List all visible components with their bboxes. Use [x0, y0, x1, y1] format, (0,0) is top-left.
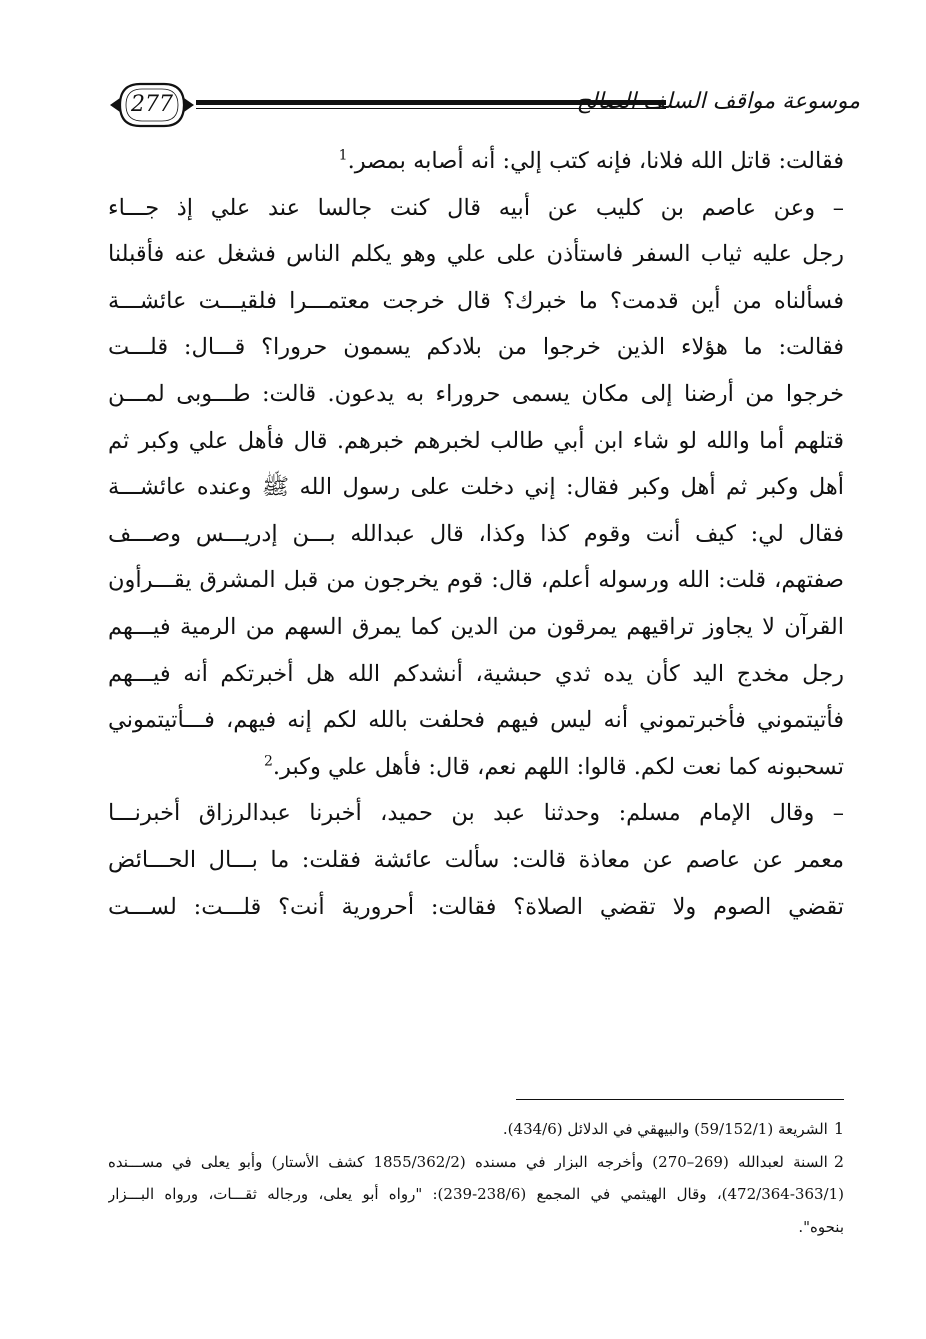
body-line: القرآن لا يجاوز تراقيهم يمرقون من الدين كما يمرق السهم من الرمية فيـــهم — [108, 613, 844, 640]
body-line: فأتيتموني فأخبرتموني أنه ليس فيهم فحلفت بالله لكم إنه فيهم، فـــأتيتموني — [108, 707, 844, 734]
page-header — [100, 72, 860, 142]
footnote-ref: 2 — [263, 753, 273, 770]
body-line: رجل عليه ثياب السفر فاستأذن على علي وهو يكلم الناس فشغل عنه فأقبلنا — [108, 241, 844, 268]
body-line: فسألناه من أين قدمت؟ ما خبرك؟ قال خرجت معتمـــرا فلقيـــت عائشـــة — [108, 287, 844, 314]
body-line: فقال لي: كيف أنت وقوم كذا وكذا، قال عبدالله بـــن إدريـــس وصـــف — [108, 520, 844, 547]
footnote-continuation: بنحوه". — [798, 1218, 844, 1236]
page-number-badge — [106, 78, 198, 132]
footnote-continuation: (472/364-363/1)، وقال الهيثمي في المجمع (238/6-239): "رواه أبو يعلى، ورجاله ثقـــات، ورواه البـــزار — [108, 1185, 844, 1203]
body-line: معمر عن عاصم عن معاذة قالت: سألت عائشة فقلت: ما بـــال الحـــائض — [108, 846, 844, 873]
footnote-item — [108, 1112, 844, 1145]
body-line: – وقال الإمام مسلم: وحدثنا عبد بن حميد، أخبرنا عبدالرزاق أخبرنـــا — [108, 800, 844, 827]
body-line: أهل وكبر ثم أهل وكبر فقال: إني دخلت على رسول الله ﷺ وعنده عائشـــة — [108, 474, 844, 501]
footnote-text: الشريعة (59/152/1) والبيهقي في الدلائل (434/6). — [502, 1120, 828, 1138]
body-line: قتلهم أما والله لو شاء ابن أبي طالب لخبرهم خبرهم. قال فأهل علي وكبر ثم — [108, 427, 844, 454]
footnote-ref: 1 — [338, 147, 348, 164]
footnote-item — [108, 1145, 844, 1178]
footnote-text: السنة لعبدالله (269–270) وأخرجه البزار في مسنده (1855/362/2 كشف الأستار) وأبو يعلى في مســـنده — [108, 1153, 828, 1171]
footnote-number: 2 — [833, 1152, 844, 1171]
body-line — [108, 138, 844, 185]
page-number: 277 — [131, 92, 173, 117]
body-line-text: تسحبونه كما نعت لكم. قالوا: اللهم نعم، قال: فأهل علي وكبر. — [272, 753, 844, 780]
body-line: خرجوا من أرضنا إلى مكان يسمى حروراء به يدعون. قالت: طـــوبى لمـــن — [108, 380, 844, 407]
body-line — [108, 744, 844, 791]
body-line: – وعن عاصم بن كليب عن أبيه قال كنت جالسا عند علي إذ جـــاء — [108, 194, 844, 221]
body-text — [108, 138, 844, 930]
body-line-text: فقالت: قاتل الله فلانا، فإنه كتب إلي: أنه أصابه بمصر. — [347, 148, 844, 174]
body-line: فقالت: ما هؤلاء الذين خرجوا من بلادكم يسمون حرورا؟ قـــال: قلـــت — [108, 334, 844, 361]
footnote-separator — [516, 1099, 844, 1100]
body-line: تقضي الصوم ولا تقضي الصلاة؟ فقالت: أحرورية أنت؟ قلـــت: لســـت — [108, 893, 844, 920]
body-line: رجل مخدج اليد كأن يده ثدي حبشية، أنشدكم الله هل أخبرتكم أنه فيـــهم — [108, 660, 844, 687]
footnote-number: 1 — [833, 1119, 844, 1138]
book-title: موسوعة مواقف السلف الصالح — [576, 89, 860, 114]
body-line: صفتهم، قلت: الله ورسوله أعلم، قال: قوم يخرجون من قبل المشرق يقـــرأون — [108, 567, 844, 594]
footnotes — [108, 1112, 844, 1244]
